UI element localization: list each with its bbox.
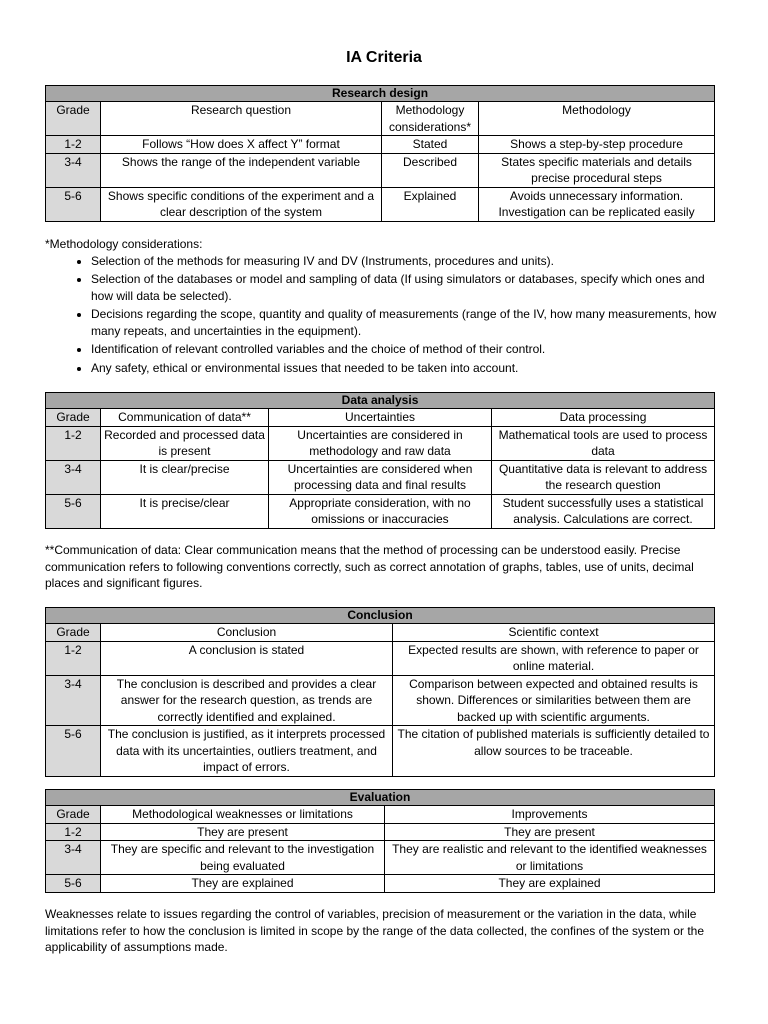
table-cell: Shows a step-by-step procedure xyxy=(479,136,715,154)
table-cell: Student successfully uses a statistical analysis. Calculations are correct. xyxy=(492,494,715,528)
table-cell: Uncertainties are considered when processing data and final results xyxy=(269,460,492,494)
table-row xyxy=(46,641,715,675)
table-cell: The conclusion is justified, as it interprets processed data with its uncertainties, outliers treatment, and impact of errors. xyxy=(101,726,393,777)
table-cell: They are explained xyxy=(101,875,385,893)
column-header: Improvements xyxy=(385,806,715,824)
table-cell: They are specific and relevant to the investigation being evaluated xyxy=(101,841,385,875)
list-item: • Any safety, ethical or environmental issues that needed to be taken into account. xyxy=(91,360,717,377)
table-cell: Follows “How does X affect Y” format xyxy=(101,136,382,154)
column-header: Grade xyxy=(46,624,101,642)
grade-cell: 1-2 xyxy=(46,823,101,841)
grade-cell: 3-4 xyxy=(46,153,101,187)
table-cell: It is clear/precise xyxy=(101,460,269,494)
grade-cell: 3-4 xyxy=(46,460,101,494)
table-cell: They are present xyxy=(385,823,715,841)
table-cell: Shows the range of the independent variable xyxy=(101,153,382,187)
list-item: • Decisions regarding the scope, quantity and quality of measurements (range of the IV, how many measurements, how many repeats, and uncertainties in the equipment). xyxy=(91,306,717,339)
weakness-note: Weaknesses relate to issues regarding the control of variables, precision of measurement or the variation in the data, while limitations refer to how the conclusion is limited in scope by the range of the data collected, the confines of the system or the applicability of assumptions made. xyxy=(45,907,705,954)
page-title: IA Criteria xyxy=(346,49,422,66)
methodology-notes xyxy=(45,236,717,378)
table-row xyxy=(46,426,715,460)
column-header: Scientific context xyxy=(393,624,715,642)
table-row xyxy=(46,875,715,893)
table-cell: Appropriate consideration, with no omissions or inaccuracies xyxy=(269,494,492,528)
table-cell: A conclusion is stated xyxy=(101,641,393,675)
table-row xyxy=(46,726,715,777)
column-header: Research question xyxy=(101,102,382,136)
grade-cell: 1-2 xyxy=(46,426,101,460)
table-cell: Shows specific conditions of the experiment and a clear description of the system xyxy=(101,187,382,221)
table-title: Conclusion xyxy=(46,608,715,624)
table-cell: It is precise/clear xyxy=(101,494,269,528)
table-cell: Quantitative data is relevant to address the research question xyxy=(492,460,715,494)
grade-cell: 5-6 xyxy=(46,875,101,893)
table-cell: Recorded and processed data is present xyxy=(101,426,269,460)
table-cell: Uncertainties are considered in methodology and raw data xyxy=(269,426,492,460)
list-item: • Selection of the methods for measuring IV and DV (Instruments, procedures and units). xyxy=(91,253,717,270)
column-header: Grade xyxy=(46,806,101,824)
table-cell: The conclusion is described and provides a clear answer for the research question, as trends are correctly identified and explained. xyxy=(101,675,393,726)
table-cell: They are explained xyxy=(385,875,715,893)
grade-cell: 1-2 xyxy=(46,641,101,675)
table-cell: Comparison between expected and obtained results is shown. Differences or similarities between them are backed up with scientific arguments. xyxy=(393,675,715,726)
column-header: Methodology xyxy=(479,102,715,136)
table-title: Evaluation xyxy=(46,790,715,806)
table-cell: Mathematical tools are used to process data xyxy=(492,426,715,460)
column-header: Methodological weaknesses or limitations xyxy=(101,806,385,824)
grade-cell: 3-4 xyxy=(46,675,101,726)
evaluation-table xyxy=(45,789,715,893)
grade-cell: 5-6 xyxy=(46,187,101,221)
table-row xyxy=(46,841,715,875)
table-cell: Described xyxy=(382,153,479,187)
column-header: Conclusion xyxy=(101,624,393,642)
grade-cell: 5-6 xyxy=(46,494,101,528)
research-design-table xyxy=(45,85,715,222)
column-header: Communication of data** xyxy=(101,409,269,427)
list-item: • Identification of relevant controlled variables and the choice of method of their control. xyxy=(91,341,717,358)
communication-note: **Communication of data: Clear communication means that the method of processing can be understood easily. Precise communication refers to following conventions correctly, such as correct annotation of graphs, tables, use of units, decimal places and significant figures. xyxy=(45,543,694,590)
grade-cell: 3-4 xyxy=(46,841,101,875)
table-title: Data analysis xyxy=(46,393,715,409)
notes-list xyxy=(45,253,717,377)
table-row xyxy=(46,460,715,494)
data-analysis-table xyxy=(45,392,715,529)
column-header: Grade xyxy=(46,102,101,136)
table-title: Research design xyxy=(46,86,715,102)
table-cell: States specific materials and details precise procedural steps xyxy=(479,153,715,187)
column-header: Methodology considerations* xyxy=(382,102,479,136)
table-row xyxy=(46,823,715,841)
table-cell: Explained xyxy=(382,187,479,221)
notes-heading: *Methodology considerations: xyxy=(45,237,203,251)
column-header: Data processing xyxy=(492,409,715,427)
table-row xyxy=(46,187,715,221)
table-cell: Stated xyxy=(382,136,479,154)
grade-cell: 1-2 xyxy=(46,136,101,154)
table-cell: Avoids unnecessary information. Investigation can be replicated easily xyxy=(479,187,715,221)
column-header: Grade xyxy=(46,409,101,427)
table-row xyxy=(46,494,715,528)
table-row xyxy=(46,153,715,187)
table-cell: The citation of published materials is sufficiently detailed to allow sources to be traceable. xyxy=(393,726,715,777)
list-item: • Selection of the databases or model and sampling of data (If using simulators or databases, specify which ones and how will data be selected). xyxy=(91,271,717,304)
column-header: Uncertainties xyxy=(269,409,492,427)
table-row xyxy=(46,675,715,726)
grade-cell: 5-6 xyxy=(46,726,101,777)
table-cell: They are present xyxy=(101,823,385,841)
conclusion-table xyxy=(45,607,715,777)
table-cell: Expected results are shown, with reference to paper or online material. xyxy=(393,641,715,675)
table-row xyxy=(46,136,715,154)
table-cell: They are realistic and relevant to the identified weaknesses or limitations xyxy=(385,841,715,875)
